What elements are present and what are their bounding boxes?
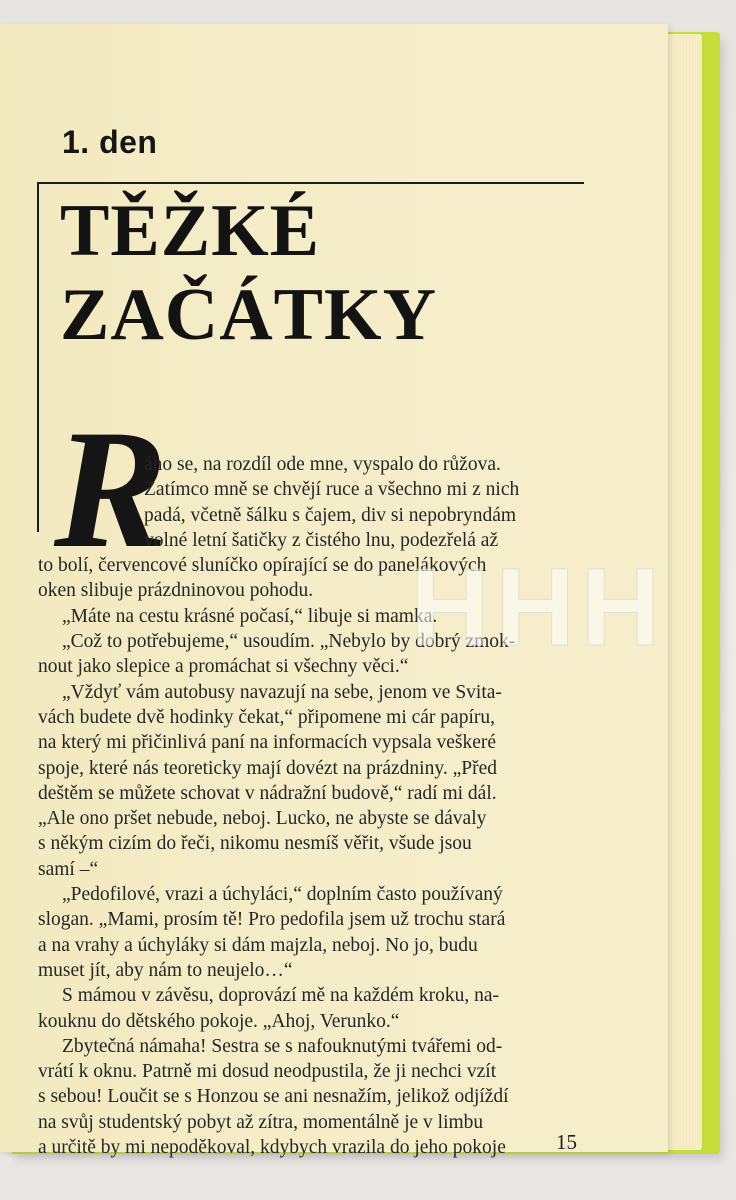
- text-line: vrátí k oknu. Patrně mi dosud neodpustila, že ji nechci vzít: [38, 1061, 497, 1083]
- text-line: s sebou! Loučit se s Honzou se ani nesnažím, jelikož odjíždí: [38, 1086, 509, 1108]
- text-line: slogan. „Mami, prosím tě! Pro pedofila jsem už trochu stará: [38, 909, 506, 931]
- text-line: áno se, na rozdíl ode mne, vyspalo do růžova.: [144, 454, 501, 475]
- text-line: „Což to potřebujeme,“ usoudím. „Nebylo by dobrý zmok-: [62, 631, 516, 653]
- book-page: [0, 24, 668, 1159]
- text-line: samí –“: [38, 858, 99, 880]
- text-line: muset jít, aby nám to neujelo…“: [38, 959, 293, 981]
- chapter-number: 1. den: [62, 124, 158, 160]
- text-line: nout jako slepice a promáchat si všechny věci.“: [38, 656, 409, 678]
- text-line: „Máte na cestu krásné počasí,“ libuje si mamka.: [62, 605, 438, 627]
- text-line: oken slibuje prázdninovou pohodu.: [38, 580, 314, 602]
- drop-cap: R: [54, 395, 168, 583]
- text-line: Zatímco mně se chvějí ruce a všechno mi z nich: [144, 479, 520, 501]
- watermark: HHH: [410, 546, 667, 669]
- text-line: na který mi přičinlivá paní na informacích vypsala veškeré: [38, 732, 497, 754]
- text-line: a na vrahy a úchyláky si dám majzla, neboj. No jo, budu: [38, 934, 478, 956]
- text-line: vách budete dvě hodinky čekat,“ připomene mi cár papíru,: [38, 706, 495, 728]
- text-line: to bolí, červencové sluníčko opírající se do panelákových: [38, 555, 487, 577]
- text-line: spoje, které nás teoreticky mají dovézt na prázdniny. „Před: [38, 757, 497, 779]
- text-line: s někým cizím do řeči, nikomu nesmíš věřit, všude jsou: [38, 833, 472, 855]
- text-line: na svůj studentský pobyt až zítra, momentálně je v limbu: [38, 1111, 484, 1133]
- text-line: volné letní šatičky z čistého lnu, podezřelá až: [144, 529, 499, 551]
- text-line: kouknu do dětského pokoje. „Ahoj, Verunko.“: [38, 1010, 400, 1032]
- text-line: „Ale ono pršet nebude, neboj. Lucko, ne abyste se dávaly: [38, 808, 487, 830]
- text-line: „Pedofilové, vrazi a úchyláci,“ doplním často používaný: [62, 884, 503, 906]
- chapter-title: [60, 189, 500, 357]
- text-line: padá, včetně šálku s čajem, div si nepobryndám: [144, 504, 517, 526]
- chapter-title-line: ZAČÁTKY: [60, 274, 438, 356]
- text-line: „Vždyť vám autobusy navazují na sebe, jenom ve Svita-: [62, 681, 502, 703]
- text-line: Zbytečná námaha! Sestra se s nafouknutými tvářemi od-: [62, 1035, 503, 1057]
- text-line: S mámou v závěsu, doprovází mě na každém kroku, na-: [62, 985, 499, 1007]
- text-line: deštěm se můžete schovat v nádražní budově,“ radí mi dál.: [38, 782, 497, 804]
- page-number: 15: [556, 1130, 577, 1154]
- chapter-title-line: TĚŽKÉ: [60, 190, 320, 272]
- text-line: a určitě by mi nepoděkoval, kdybych vrazila do jeho pokoje: [38, 1137, 506, 1159]
